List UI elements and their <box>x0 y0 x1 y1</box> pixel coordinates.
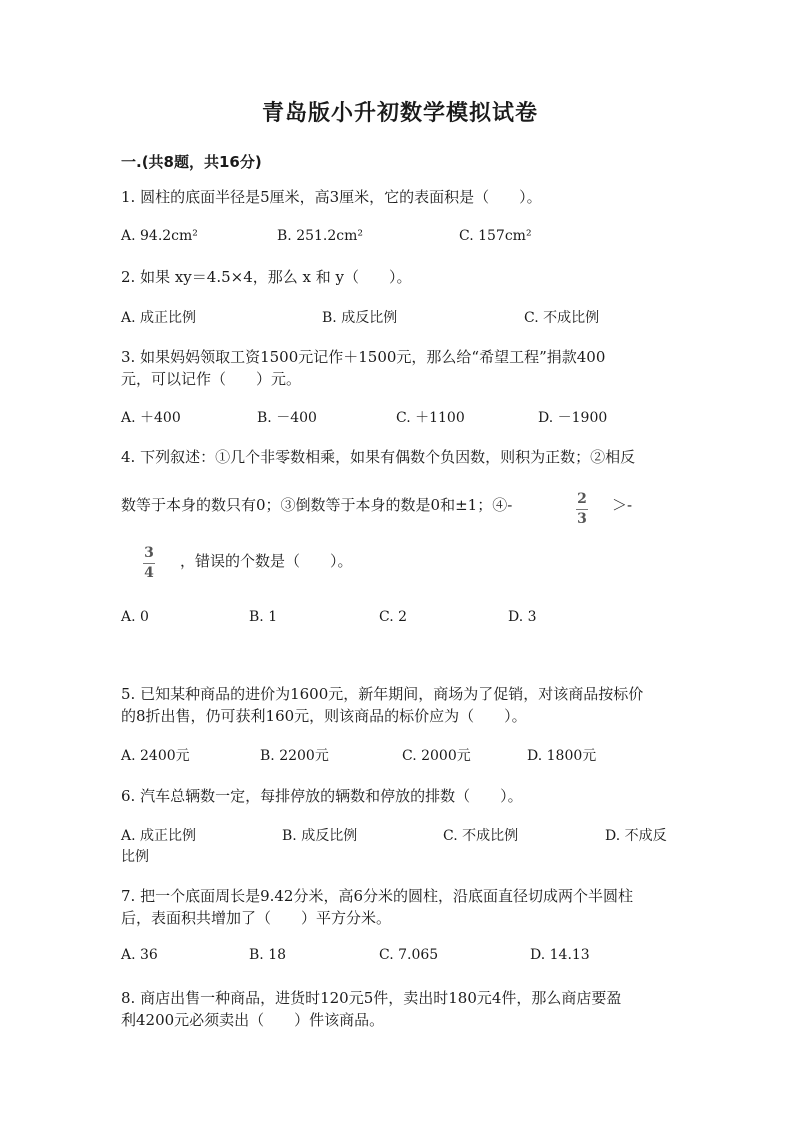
q4-option-d: D. 3 <box>508 609 537 625</box>
question-4-line-2: 数等于本身的数只有0；③倒数等于本身的数是0和±1；④- <box>121 496 513 514</box>
fraction-two-thirds <box>576 491 588 528</box>
q3-option-c: C. ＋1100 <box>396 410 465 426</box>
q1-option-c: C. 157cm² <box>459 228 532 244</box>
question-1: 1. 圆柱的底面半径是5厘米，高3厘米，它的表面积是（ ）。 <box>121 188 542 206</box>
question-3-line-2: 元，可以记作（ ）元。 <box>121 370 302 388</box>
q6-option-b: B. 成反比例 <box>282 828 358 844</box>
q7-option-a: A. 36 <box>121 947 158 963</box>
fraction-numerator: 2 <box>577 491 587 507</box>
q3-option-d: D. －1900 <box>538 410 608 426</box>
q2-option-b: B. 成反比例 <box>322 310 398 326</box>
question-3-line-1: 3. 如果妈妈领取工资1500元记作＋1500元，那么给“希望工程”捐款400 <box>121 348 606 366</box>
q1-option-a: A. 94.2cm² <box>121 228 198 244</box>
q1-option-b: B. 251.2cm² <box>277 228 363 244</box>
q5-option-b: B. 2200元 <box>260 748 329 764</box>
page-title: 青岛版小升初数学模拟试卷 <box>261 101 538 126</box>
q4-option-a: A. 0 <box>121 609 149 625</box>
fraction-three-quarters <box>143 545 155 582</box>
fraction-numerator: 3 <box>144 545 154 561</box>
fraction-bar <box>576 509 588 510</box>
q5-option-c: C. 2000元 <box>402 748 471 764</box>
question-4-line-1: 4. 下列叙述：①几个非零数相乘，如果有偶数个负因数，则积为正数；②相反 <box>121 448 636 466</box>
question-4-line-3: ，错误的个数是（ ）。 <box>180 552 353 570</box>
question-2: 2. 如果 xy＝4.5×4，那么 x 和 y（ ）。 <box>121 268 412 286</box>
q7-option-c: C. 7.065 <box>379 947 439 963</box>
question-7-line-1: 7. 把一个底面周长是9.42分米，高6分米的圆柱，沿底面直径切成两个半圆柱 <box>121 887 634 905</box>
question-8-line-1: 8. 商店出售一种商品，进货时120元5件，卖出时180元4件，那么商店要盈 <box>121 989 622 1007</box>
q2-option-c: C. 不成比例 <box>524 310 600 326</box>
q3-option-b: B. －400 <box>257 410 317 426</box>
q2-option-a: A. 成正比例 <box>121 310 197 326</box>
fraction-bar <box>143 563 155 564</box>
q5-option-d: D. 1800元 <box>527 748 597 764</box>
q6-option-c: C. 不成比例 <box>443 828 519 844</box>
question-4-comparison: ＞- <box>612 496 633 514</box>
q7-option-b: B. 18 <box>249 947 287 963</box>
fraction-denominator: 4 <box>144 565 154 581</box>
q7-option-d: D. 14.13 <box>530 947 590 963</box>
q6-option-d-wrap: 比例 <box>121 849 149 865</box>
fraction-denominator: 3 <box>577 511 587 527</box>
q5-option-a: A. 2400元 <box>121 748 190 764</box>
question-5-line-1: 5. 已知某种商品的进价为1600元，新年期间，商场为了促销，对该商品按标价 <box>121 685 644 703</box>
q6-option-a: A. 成正比例 <box>121 828 197 844</box>
q4-option-c: C. 2 <box>379 609 408 625</box>
question-7-line-2: 后，表面积共增加了（ ）平方分米。 <box>121 909 392 927</box>
q6-option-d: D. 不成反 <box>605 828 667 844</box>
q4-option-b: B. 1 <box>249 609 278 625</box>
q3-option-a: A. ＋400 <box>121 410 181 426</box>
question-6: 6. 汽车总辆数一定，每排停放的辆数和停放的排数（ ）。 <box>121 787 523 805</box>
question-5-line-2: 的8折出售，仍可获利160元，则该商品的标价应为（ ）。 <box>121 707 527 725</box>
section-heading: 一.(共8题，共16分) <box>121 153 262 171</box>
question-8-line-2: 利4200元必须卖出（ ）件该商品。 <box>121 1011 385 1029</box>
